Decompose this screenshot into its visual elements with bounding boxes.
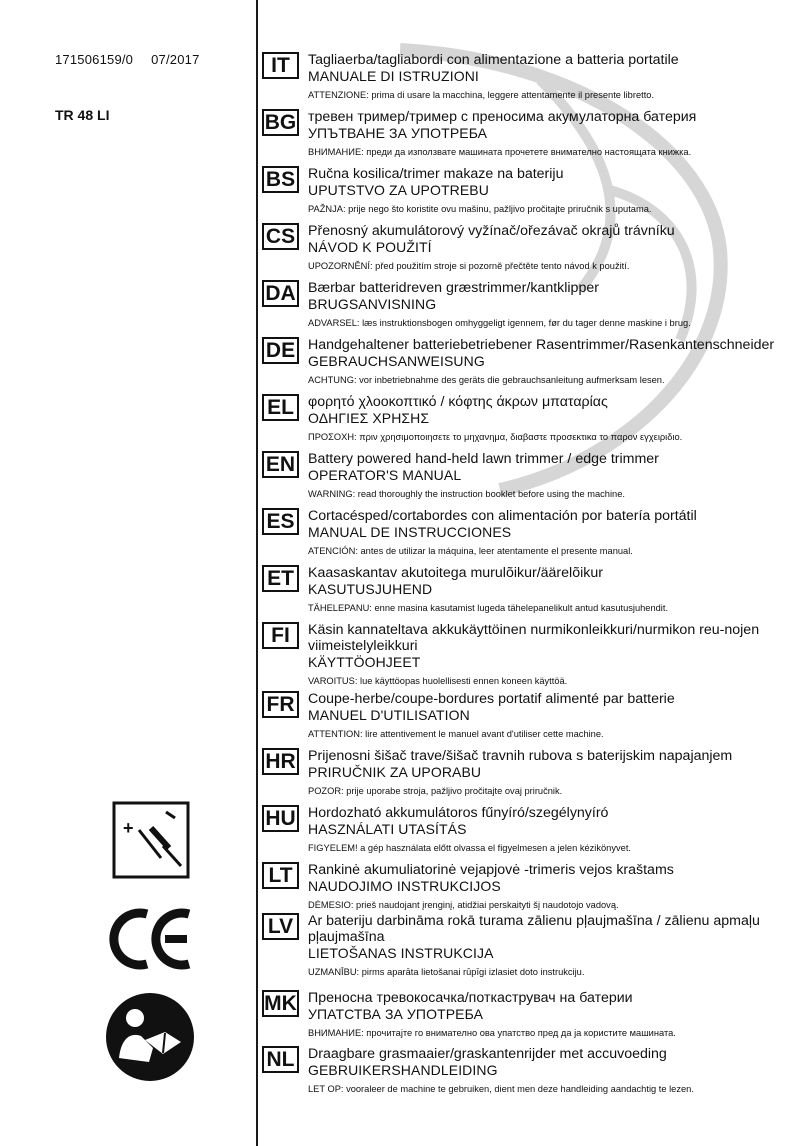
language-code-badge: DA [262,280,299,307]
manual-subtitle: UPUTSTVO ZA UPOTREBU [308,182,489,198]
warning-text: ACHTUNG: vor inbetriebnahme des geräts die gebrauchsanleitung aufmerksam lesen. [308,375,665,385]
warning-text: FIGYELEM! a gép használata előtt olvassa el figyelmesen a jelen kézikönyvet. [308,843,631,853]
manual-subtitle: MANUAL DE INSTRUCCIONES [308,524,512,540]
product-title: Handgehaltener batteriebetriebener Rasentrimmer/Rasenkantenschneider [308,337,775,353]
entry-texts [308,913,778,978]
entry-texts [308,805,778,854]
entry-texts [308,280,778,329]
manual-subtitle: УПЪТВАНЕ ЗА УПОТРЕБА [308,125,488,141]
doc-date-text: 07/2017 [151,52,200,67]
product-title: Ar bateriju darbināma rokā turama zālienu pļaujmašīna / zālienu apmaļu pļaujmašīna [308,913,760,945]
manual-subtitle: GEBRUIKERSHANDLEIDING [308,1062,498,1078]
manual-subtitle: ΟΔΗΓΙΕΣ ΧΡΗΣΗΣ [308,410,430,426]
manual-subtitle: HASZNÁLATI UTASÍTÁS [308,821,467,837]
language-code-badge: IT [262,52,299,79]
product-title: Hordozható akkumulátoros fűnyíró/szegélynyíró [308,805,609,821]
language-code-badge: ET [262,565,299,592]
doc-number-text: 171506159/0 [55,52,134,67]
warning-text: UPOZORNĚNÍ: před použitím stroje si pozorně přečtěte tento návod k použití. [308,261,630,271]
language-code-badge: MK [262,990,299,1017]
product-title: Kaasaskantav akutoitega murulõikur/äärelõikur [308,565,603,581]
language-code-badge: LT [262,862,299,889]
language-code-badge: FI [262,622,299,649]
language-code-badge: BS [262,166,299,193]
entry-texts [308,508,778,557]
manual-subtitle: NÁVOD K POUŽITÍ [308,239,432,255]
warning-text: PAŽNJA: prije nego što koristite ovu mašinu, pažljivo pročitajte priručnik s uputama. [308,204,652,214]
entry-texts [308,1046,778,1095]
product-title: Battery powered hand-held lawn trimmer / edge trimmer [308,451,659,467]
svg-text:+: + [123,818,134,838]
warning-text: VAROITUS: lue käyttöopas huolellisesti ennen koneen käyttöä. [308,676,568,686]
product-title: тревен тример/тример с преносима акумулаторна батерия [308,109,697,125]
language-code-badge: DE [262,337,299,364]
product-title: Ručna kosilica/trimer makaze na bateriju [308,166,564,182]
battery-polarity-icon [111,800,191,880]
warning-text: ΠΡΟΣΟΧΗ: πριν χρησιμοποιησετε το μηχανημα, διαβαστε προσεκτικα το παρον εγχειριδιο. [308,432,683,442]
manual-subtitle: LIETOŠANAS INSTRUKCIJA [308,945,494,961]
warning-text: DĖMESIO: prieš naudojant įrenginį, atidžiai perskaityti šį naudotojo vadovą. [308,900,619,910]
entry-texts [308,748,778,797]
language-code-badge: HU [262,805,299,832]
ce-mark-icon [109,908,193,970]
manual-subtitle: MANUALE DI ISTRUZIONI [308,68,479,84]
language-code-badge: BG [262,109,299,136]
product-title: Преносна тревокосачка/поткаструвач на батерии [308,990,633,1006]
warning-text: ВНИМАНИЕ: преди да използвате машината прочетете внимателно настоящата книжка. [308,147,692,157]
language-code-badge: EL [262,394,299,421]
warning-text: ATTENZIONE: prima di usare la macchina, leggere attentamente il presente libretto. [308,90,655,100]
model-name: TR 48 LI [55,107,110,123]
manual-subtitle: KASUTUSJUHEND [308,581,433,597]
entry-texts [308,622,778,687]
entry-texts [308,691,778,740]
product-title: Tagliaerba/tagliabordi con alimentazione a batteria portatile [308,52,679,68]
product-title: Coupe-herbe/coupe-bordures portatif alimenté par batterie [308,691,675,707]
warning-text: ВНИМАНИЕ: прочитајте го внимателно ова упатство пред да ја користите машината. [308,1028,676,1038]
warning-text: TÄHELEPANU: enne masina kasutamist lugeda tähelepanelikult antud kasutusjuhendit. [308,603,669,613]
warning-text: LET OP: vooraleer de machine te gebruiken, dient men deze handleiding aandachtig te lezen. [308,1084,694,1094]
product-title: Prijenosni šišač trave/šišač travnih rubova s baterijskim napajanjem [308,748,733,764]
warning-text: POZOR: prije uporabe stroja, pažljivo pročitajte ovaj priručnik. [308,786,563,796]
warning-text: UZMANĪBU: pirms aparāta lietošanai rūpīgi izlasiet doto instrukciju. [308,967,585,977]
language-code-badge: HR [262,748,299,775]
product-title: Přenosný akumulátorový vyžínač/ořezávač okrajů trávníku [308,223,675,239]
warning-text: WARNING: read thoroughly the instruction booklet before using the machine. [308,489,625,499]
manual-subtitle: УПАТСТВА ЗА УПОТРЕБА [308,1006,484,1022]
entry-texts [308,990,778,1039]
language-code-badge: NL [262,1046,299,1073]
warning-text: ATTENTION: lire attentivement le manuel avant d'utiliser cette machine. [308,729,604,739]
read-manual-icon [105,992,195,1082]
product-title: Cortacésped/cortabordes con alimentación por batería portátil [308,508,697,524]
manual-subtitle: BRUGSANVISNING [308,296,437,312]
entry-texts [308,109,778,158]
product-title: Käsin kannateltava akkukäyttöinen nurmikonleikkuri/nurmikon reu-nojen viimeistelyleikkuri [308,622,760,654]
language-code-badge: ES [262,508,299,535]
product-title: Rankinė akumuliatorinė vejapjovė -trimeris vejos kraštams [308,862,674,878]
entry-texts [308,394,778,443]
language-code-badge: LV [262,913,299,940]
entry-texts [308,862,778,911]
entry-texts [308,451,778,500]
manual-subtitle: PRIRUČNIK ZA UPORABU [308,764,482,780]
product-title: φορητό χλοοκοπτικό / κόφτης άκρων μπαταρίας [308,394,608,410]
entry-texts [308,223,778,272]
entry-texts [308,565,778,614]
manual-subtitle: MANUEL D'UTILISATION [308,707,470,723]
product-title: Bærbar batteridreven græstrimmer/kantklipper [308,280,599,296]
entry-texts [308,52,778,101]
warning-text: ADVARSEL: læs instruktionsbogen omhyggeligt igennem, før du tager denne maskine i brug. [308,318,691,328]
manual-subtitle: KÄYTTÖOHJEET [308,654,421,670]
entry-texts [308,166,778,215]
language-code-badge: EN [262,451,299,478]
manual-subtitle: NAUDOJIMO INSTRUKCIJOS [308,878,501,894]
language-code-badge: CS [262,223,299,250]
product-title: Draagbare grasmaaier/graskantenrijder met accuvoeding [308,1046,667,1062]
vertical-divider [256,0,258,1146]
entry-texts [308,337,778,386]
warning-text: ATENCIÓN: antes de utilizar la máquina, leer atentamente el presente manual. [308,546,633,556]
manual-subtitle: OPERATOR'S MANUAL [308,467,462,483]
language-code-badge: FR [262,691,299,718]
manual-subtitle: GEBRAUCHSANWEISUNG [308,353,485,369]
document-number [55,52,218,67]
